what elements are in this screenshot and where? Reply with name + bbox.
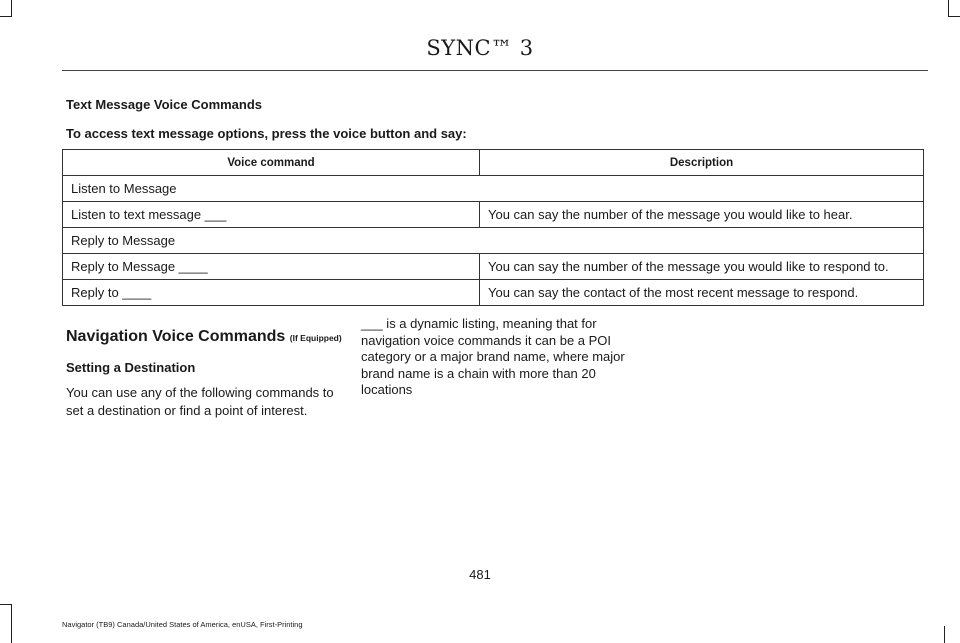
crop-mark-bottom-left bbox=[0, 604, 12, 605]
crop-mark-top-left bbox=[0, 16, 12, 17]
dynamic-listing-note: ___ is a dynamic listing, meaning that for navigation voice commands it can be a POI category or a major brand name, where major brand name is a chain with more than 20 locations bbox=[361, 316, 625, 397]
table-header-row bbox=[63, 150, 924, 176]
section-intro: To access text message options, press the voice button and say: bbox=[66, 126, 467, 141]
section-heading: Text Message Voice Commands bbox=[66, 97, 263, 112]
crop-mark-top-left bbox=[11, 0, 12, 17]
table-row bbox=[63, 202, 924, 228]
crop-mark-bottom-left bbox=[11, 604, 12, 643]
page-footer: Navigator (TB9) Canada/United States of America, enUSA, First-Printing bbox=[62, 620, 303, 629]
voice-command-table bbox=[62, 149, 924, 306]
table-group-row bbox=[63, 176, 924, 202]
navigation-heading-note: (If Equipped) bbox=[289, 333, 342, 343]
column-header-description: Description bbox=[480, 150, 924, 176]
crop-mark-bottom-right bbox=[944, 626, 945, 643]
crop-mark-top-right bbox=[948, 16, 960, 17]
navigation-heading bbox=[66, 328, 342, 346]
page-number: 481 bbox=[469, 567, 491, 582]
crop-mark-top-right bbox=[948, 0, 949, 17]
command-cell: Listen to text message ___ bbox=[63, 202, 480, 228]
description-cell: You can say the contact of the most recent message to respond. bbox=[480, 280, 924, 306]
table-group-row bbox=[63, 228, 924, 254]
group-title-reply: Reply to Message bbox=[63, 228, 924, 254]
description-cell: You can say the number of the message you would like to hear. bbox=[480, 202, 924, 228]
column-header-voice-command: Voice command bbox=[63, 150, 480, 176]
command-cell: Reply to ____ bbox=[63, 280, 480, 306]
command-cell: Reply to Message ____ bbox=[63, 254, 480, 280]
group-title-listen: Listen to Message bbox=[63, 176, 924, 202]
header-divider bbox=[62, 70, 928, 71]
page-header-title: SYNC™ 3 bbox=[426, 36, 534, 60]
navigation-heading-text: Navigation Voice Commands bbox=[66, 328, 286, 345]
destination-body-text: You can use any of the following commands to set a destination or find a point of interest. bbox=[66, 385, 334, 418]
description-cell: You can say the number of the message you would like to respond to. bbox=[480, 254, 924, 280]
destination-subheading: Setting a Destination bbox=[66, 360, 196, 375]
table-row bbox=[63, 280, 924, 306]
table-row bbox=[63, 254, 924, 280]
